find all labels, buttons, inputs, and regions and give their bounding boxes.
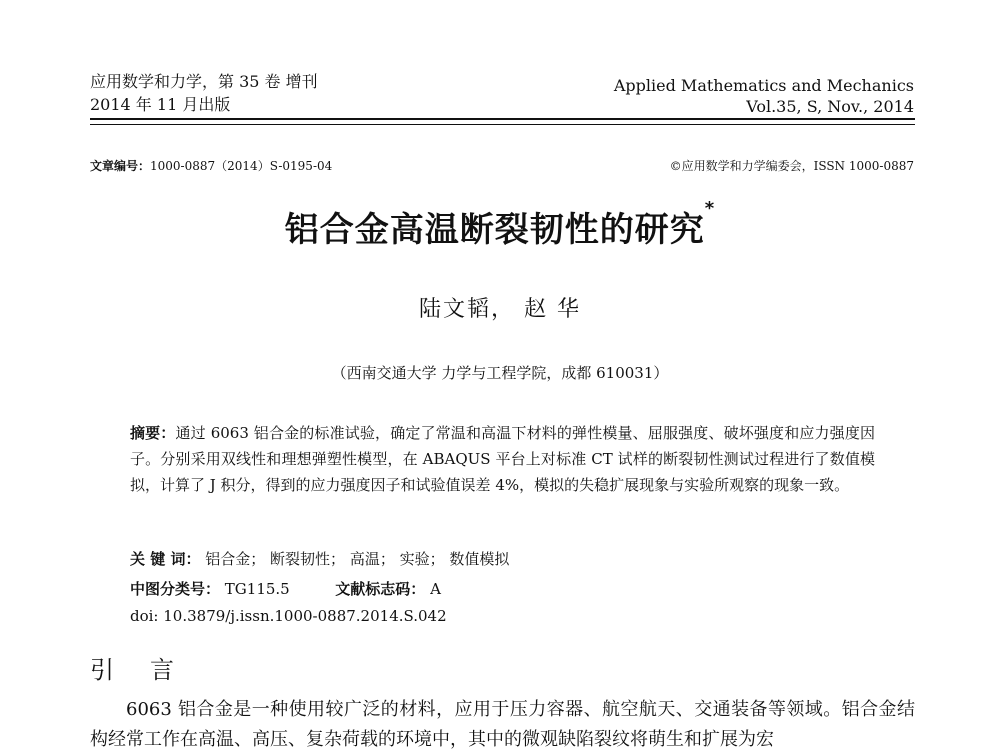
authors: 陆文韬， 赵 华 [419, 297, 581, 322]
affiliation: （西南交通大学 力学与工程学院，成都 610031） [331, 364, 669, 382]
clc-value: TG115.5 [224, 580, 290, 598]
section-heading-introduction: 引言 [90, 656, 210, 684]
keyword-item[interactable]: 数值模拟 [449, 550, 510, 568]
copyright-notice: ©应用数学和力学编委会，ISSN 1000-0887 [669, 159, 914, 173]
header-rule-top [90, 118, 915, 120]
abstract-text: 通过 6063 铝合金的标准试验，确定了常温和高温下材料的弹性模量、屈服强度、破坏强度和应力强度因子。分别采用双线性和理想弹塑性模型，在 ABAQUS 平台上对标准 CT 试样的断裂韧性测试过程进行了数值模拟，计算了 J 积分，得到的应力强度因子和试验值误差 4%，模拟的失稳扩展现象与实验所观察的现象一致。 [130, 424, 875, 494]
doi-link[interactable]: doi: 10.3879/j.issn.1000-0887.2014.S.042 [130, 607, 447, 625]
document-code-value: A [430, 580, 441, 598]
paper-title [0, 198, 1000, 251]
article-number-value: 1000-0887（2014）S-0195-04 [150, 159, 333, 173]
keyword-item[interactable]: 断裂韧性； [270, 550, 346, 568]
issue-date-cn: 2014 年 11 月出版 [90, 95, 231, 114]
volume-info-en: Vol.35, S, Nov., 2014 [746, 97, 914, 116]
keyword-item[interactable]: 铝合金； [205, 550, 266, 568]
article-number-label: 文章编号： [90, 159, 151, 173]
abstract [130, 420, 875, 498]
abstract-label: 摘要： [130, 424, 176, 442]
document-code-label: 文献标志码： [335, 580, 426, 598]
clc-label: 中图分类号： [130, 580, 221, 598]
journal-name-en: Applied Mathematics and Mechanics [613, 76, 914, 95]
keyword-item[interactable]: 高温； [349, 550, 395, 568]
title-footnote-mark: * [704, 198, 716, 219]
classification [130, 578, 441, 599]
journal-name-cn: 应用数学和力学，第 35 卷 增刊 [90, 72, 318, 91]
introduction-paragraph: 6063 铝合金是一种使用较广泛的材料，应用于压力容器、航空航天、交通装备等领域。铝合金结构经常工作在高温、高压、复杂荷载的环境中，其中的微观缺陷裂纹将萌生和扩展为宏 [90, 699, 915, 750]
paper-title-text: 铝合金高温断裂韧性的研究 [284, 210, 705, 250]
keywords [130, 548, 509, 569]
article-number [90, 158, 332, 174]
header-rule-bottom [90, 124, 915, 125]
keywords-label: 关 键 词： [130, 550, 201, 568]
keyword-item[interactable]: 实验； [399, 550, 445, 568]
